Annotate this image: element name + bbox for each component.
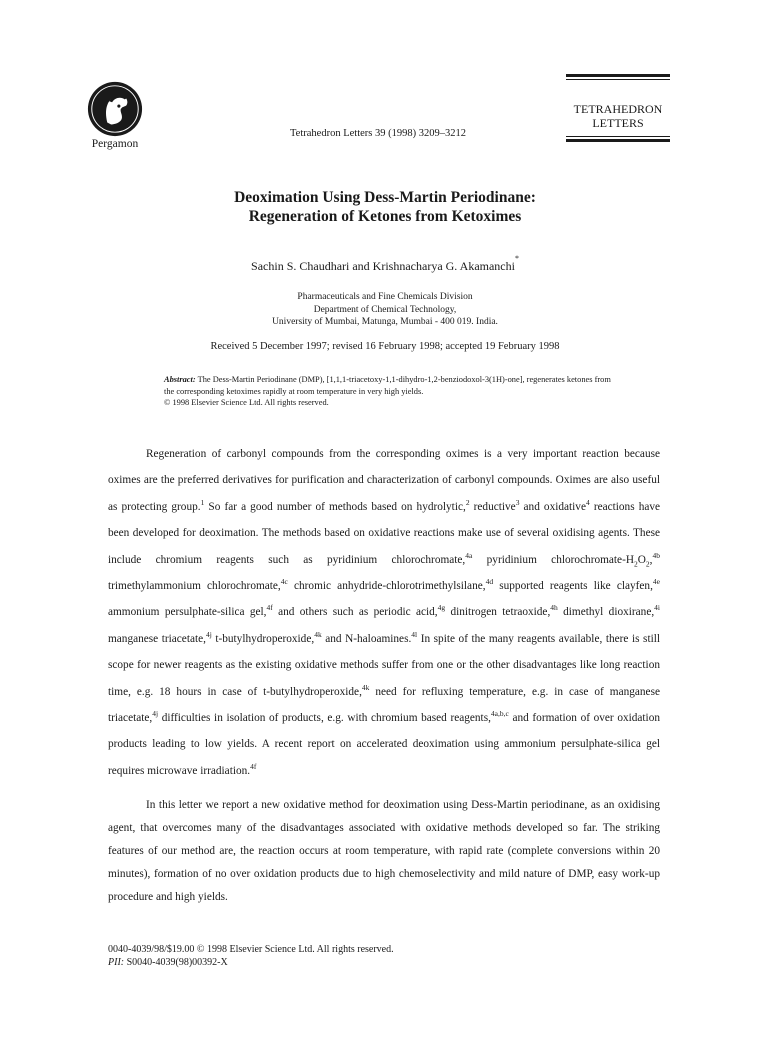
masthead-rule-bottom-thin <box>566 136 670 137</box>
subscript: 2 <box>634 558 638 568</box>
text-run: , <box>649 553 653 566</box>
affiliation-line2: Department of Chemical Technology, <box>313 304 457 315</box>
journal-masthead <box>566 74 670 142</box>
masthead-rule-top <box>566 74 670 77</box>
text-run: O <box>637 553 646 566</box>
text-run: ammonium persulphate-silica gel, <box>108 606 267 619</box>
citation-ref: 4k <box>314 630 322 640</box>
citation-ref: 4 <box>585 498 590 508</box>
citation-ref: 2 <box>465 498 470 508</box>
footer <box>108 943 394 969</box>
title-line2: Regeneration of Ketones from Ketoximes <box>248 208 522 225</box>
citation-ref: 4g <box>437 603 446 613</box>
citation-ref: 4e <box>652 577 660 587</box>
text-run: reactions have been developed for deoximation. The methods based on oxidative reactions make use of several oxidising agents. These include chromium reagents such as pyridinium chlorochromate, <box>108 500 661 566</box>
masthead-rule-top-thin <box>566 79 670 80</box>
pergamon-logo-icon <box>86 80 144 138</box>
citation-ref: 4f <box>266 603 273 613</box>
footer-copyright: 0040-4039/98/$19.00 © 1998 Elsevier Science Ltd. All rights reserved. <box>108 944 394 955</box>
text-run: pyridinium chlorochromate-H <box>472 553 634 566</box>
pii-label: PII: <box>108 957 125 968</box>
author-list <box>150 254 620 274</box>
citation-ref: 4d <box>485 577 494 587</box>
footer-pii <box>108 956 394 969</box>
citation-ref: 1 <box>200 498 205 508</box>
journal-name-line2: LETTERS <box>592 116 644 130</box>
citation-ref: 4a,b,c <box>490 709 509 719</box>
received-dates: Received 5 December 1997; revised 16 February 1998; accepted 19 February 1998 <box>210 341 560 352</box>
text-run: dinitrogen tetraoxide, <box>445 606 551 619</box>
citation-ref: 4l <box>411 630 418 640</box>
citation-ref: 4h <box>550 603 558 613</box>
abstract <box>164 374 614 409</box>
affiliation-line3: University of Mumbai, Matunga, Mumbai - 400 019. India. <box>272 317 498 327</box>
text-run: t-butylhydroperoxide, <box>211 632 315 645</box>
text-run: and oxidative <box>519 500 586 513</box>
abstract-text: The Dess-Martin Periodinane (DMP), [1,1,1-triacetoxy-1,1-dihydro-1,2-benziodoxol-3(1H)-one], regenerates ketones from the corresponding ketoximes rapidly at room temperature in very high yields. <box>164 375 611 396</box>
corresponding-author-mark: * <box>514 254 519 263</box>
journal-citation: Tetrahedron Letters 39 (1998) 3209–3212 <box>290 128 466 139</box>
pii-value: S0040-4039(98)00392-X <box>124 957 228 968</box>
article-title <box>150 188 620 226</box>
abstract-copyright: © 1998 Elsevier Science Ltd. All rights reserved. <box>164 398 329 407</box>
abstract-label: Abstract: <box>164 375 196 384</box>
citation-ref: 4k <box>361 682 370 692</box>
text-run: and N-haloamines. <box>321 632 412 645</box>
authors-text: Sachin S. Chaudhari and Krishnacharya G. Akamanchi <box>251 259 515 273</box>
body-paragraph-2: In this letter we report a new oxidative method for deoximation using Dess-Martin periodinane, as an oxidising agent, that overcomes many of the disadvantages associated with oxidative methods developed so far. The striking features of our method are, the reaction occurs at room temperature, with rapid rate (complete conversions within 20 minutes), formation of no over oxidation products due to high chemoselectivity and mild nature of DMP, easy work-up procedure and high yields. <box>108 799 660 903</box>
text-run: chromic anhydride-chlorotrimethylsilane, <box>287 580 486 593</box>
text-run: need for refluxing temperature, e.g. in case of manganese triacetate, <box>108 685 660 725</box>
citation-ref: 4b <box>652 550 660 560</box>
subscript: 2 <box>645 558 650 568</box>
text-run: So far a good number of methods based on hydrolytic, <box>204 500 466 513</box>
text-run: reductive <box>469 500 516 513</box>
publisher-block <box>84 80 146 150</box>
text-run: dimethyl dioxirane, <box>557 606 655 619</box>
citation-ref: 4i <box>654 603 660 613</box>
masthead-rule-bottom <box>566 139 670 142</box>
text-run: manganese triacetate, <box>108 632 206 645</box>
citation-ref: 4a <box>465 550 473 560</box>
citation-ref: 3 <box>515 498 520 508</box>
publisher-name: Pergamon <box>91 138 139 150</box>
text-run: and others such as periodic acid, <box>272 606 438 619</box>
text-run: In spite of the many reagents available, there is still scope for newer reagents as the existing oxidative methods suffer from one or the other disadvantages like long reaction time, e.g. 18 hours in case of t-butylhydroperoxide, <box>108 632 660 698</box>
affiliation-line1: Pharmaceuticals and Fine Chemicals Division <box>297 292 473 302</box>
citation-ref: 4j <box>152 709 159 719</box>
text-run: Regeneration of carbonyl compounds from the corresponding oximes is a very important reaction because oximes are the preferred derivatives for purification and characterization of carbonyl compounds. Oximes are also useful as protecting group. <box>108 448 660 513</box>
title-line1: Deoximation Using Dess-Martin Periodinane: <box>234 189 536 206</box>
journal-name <box>566 102 670 130</box>
citation-ref: 4c <box>280 577 288 587</box>
text-run: supported reagents like clayfen, <box>493 580 653 593</box>
journal-name-line1: TETRAHEDRON <box>573 102 663 116</box>
affiliation <box>150 291 620 329</box>
text-run: trimethylammonium chlorochromate, <box>108 580 281 593</box>
citation-ref: 4f <box>250 762 257 772</box>
text-run: difficulties in isolation of products, e.g. with chromium based reagents, <box>158 712 491 725</box>
citation-ref: 4j <box>205 630 212 640</box>
body-paragraph-1 <box>108 441 660 784</box>
text-run: and formation of over oxidation products leading to low yields. A recent report on accelerated deoximation using ammonium persulphate-silica gel requires microwave irradiation. <box>108 712 660 777</box>
